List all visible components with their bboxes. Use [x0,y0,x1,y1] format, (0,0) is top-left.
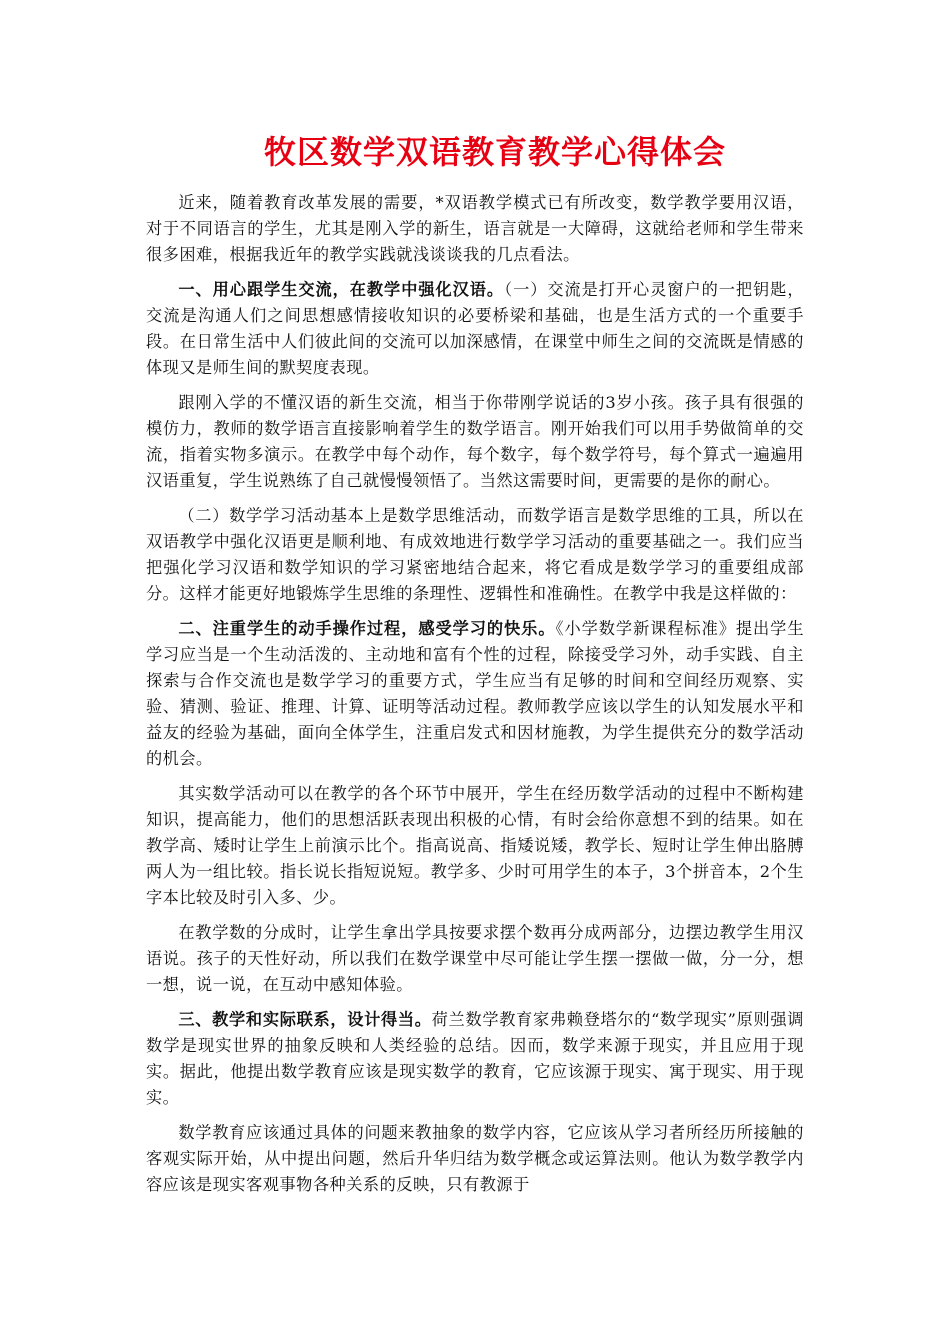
paragraph-text: 跟刚入学的不懂汉语的新生交流，相当于你带刚学说话的3岁小孩。孩子具有很强的模仿力，教师的数学语言直接影响着学生的数学语言。刚开始我们可以用手势做简单的交流，指着实物多演示。在教学中每个动作，每个数字，每个数学符号，每个算式一遍遍用汉语重复，学生说熟练了自己就慢慢领悟了。当然这需要时间，更需要的是你的耐心。 [146,393,804,490]
paragraph-section-3 [146,1007,804,1111]
section-heading-3: 三、教学和实际联系，设计得当。 [178,1010,432,1029]
document-title: 牧区数学双语教育教学心得体会 [263,133,726,171]
paragraph [146,1120,804,1198]
paragraph-section-2 [146,616,804,772]
paragraph-text: 在教学数的分成时，让学生拿出学具按要求摆个数再分成两部分，边摆边教学生用汉语说。孩子的天性好动，所以我们在数学课堂中尽可能让学生摆一摆做一做，分一分，想一想，说一说，在互动中感知体验。 [146,923,804,994]
paragraph-text: 数学教育应该通过具体的问题来教抽象的数学内容，它应该从学习者所经历所接触的客观实际开始，从中提出问题，然后升华归结为数学概念或运算法则。他认为数学教学内容应该是现实客观事物各种关系的反映，只有教源于 [146,1123,804,1194]
section-heading-2: 二、注重学生的动手操作过程，感受学习的快乐。 [178,619,556,638]
paragraph [146,920,804,998]
paragraph-text: 荷兰数学教育家弗赖登塔尔的“数学现实”原则强调数学是现实世界的抽象反映和人类经验的总结。因而，数学来源于现实，并且应用于现实。据此，他提出数学教育应该是现实数学的教育，它应该源于现实、寓于现实、用于现实。 [146,1010,804,1107]
paragraph [146,503,804,607]
paragraph [146,781,804,911]
paragraph-text: 其实数学活动可以在教学的各个环节中展开，学生在经历数学活动的过程中不断构建知识，提高能力，他们的思想活跃表现出积极的心情，有时会给你意想不到的结果。如在教学高、矮时让学生上前演示比个。指高说高、指矮说矮，教学长、短时让学生伸出胳膊两人为一组比较。指长说长指短说短。教学多、少时可用学生的本子，3个拼音本，2个生字本比较及时引入多、少。 [146,784,804,907]
document-page [146,128,804,1207]
paragraph-intro [146,190,804,268]
paragraph-section-1 [146,277,804,381]
paragraph-text: （一）交流是打开心灵窗户的一把钥匙，交流是沟通人们之间思想感情接收知识的必要桥梁和基础，也是生活方式的一个重要手段。在日常生活中人们彼此间的交流可以加深感情，在课堂中师生之间的交流既是情感的体现又是师生间的默契度表现。 [146,280,805,377]
paragraph-text: （二）数学学习活动基本上是数学思维活动，而数学语言是数学思维的工具，所以在双语教学中强化汉语更是顺利地、有成效地进行数学学习活动的重要基础之一。我们应当把强化学习汉语和数学知识的学习紧密地结合起来，将它看成是数学学习的重要组成部分。这样才能更好地锻炼学生思维的条理性、逻辑性和准确性。在教学中我是这样做的： [146,506,804,603]
section-heading-1: 一、用心跟学生交流，在教学中强化汉语。 [178,280,505,299]
paragraph-text: 《小学数学新课程标准》提出学生学习应当是一个生动活泼的、主动地和富有个性的过程，除接受学习外，动手实践、自主探索与合作交流也是数学学习的重要方式，学生应当有足够的时间和空间经历观察、实验、猜测、验证、推理、计算、证明等活动过程。教师教学应该以学生的认知发展水平和益友的经验为基础，面向全体学生，注重启发式和因材施教，为学生提供充分的数学活动的机会。 [146,619,805,768]
paragraph [146,390,804,494]
paragraph-text: 近来，随着教育改革发展的需要，*双语教学模式已有所改变，数学教学要用汉语，对于不同语言的学生，尤其是刚入学的新生，语言就是一大障碍，这就给老师和学生带来很多困难，根据我近年的教学实践就浅谈谈我的几点看法。 [146,193,804,264]
